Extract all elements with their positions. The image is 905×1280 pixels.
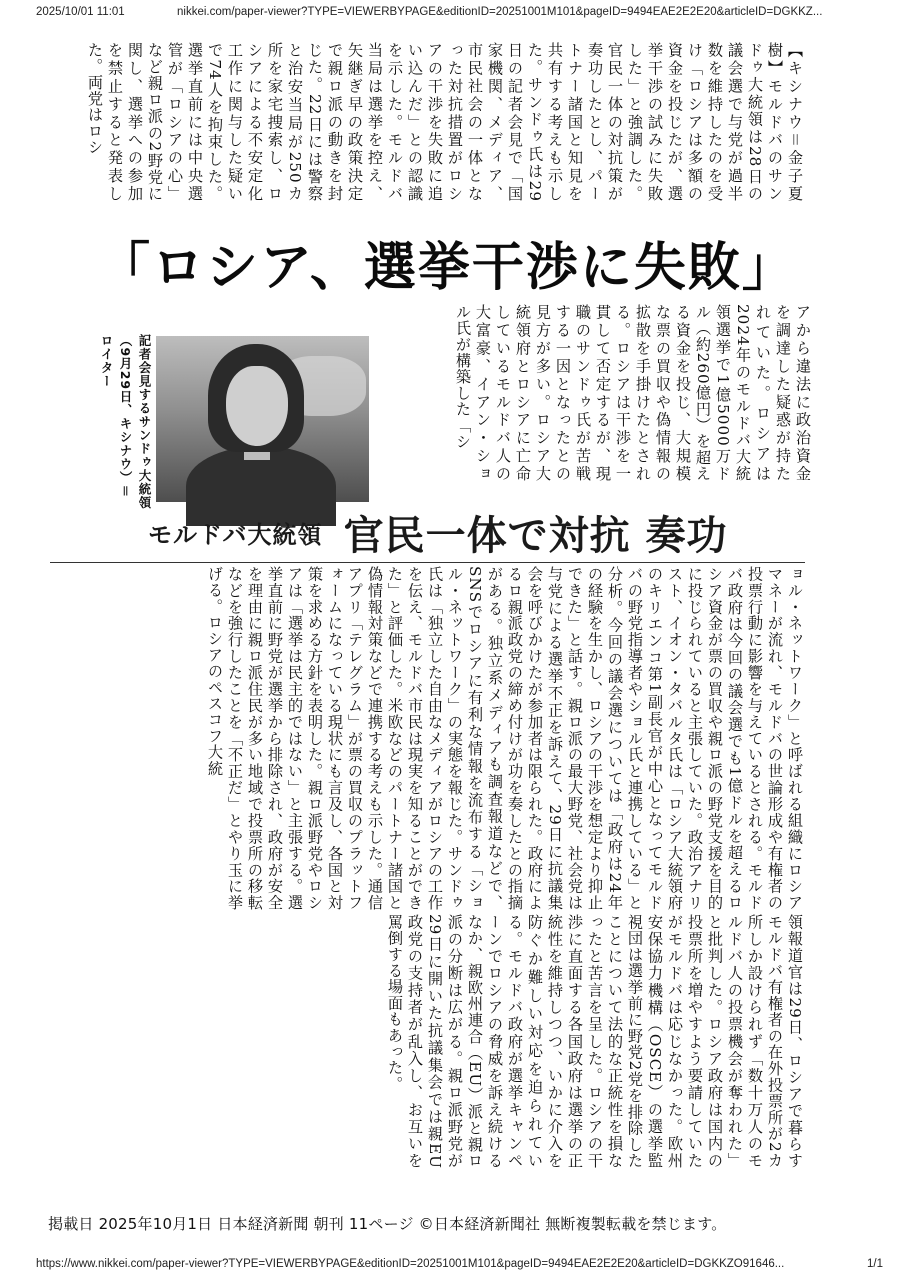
print-footer-url: https://www.nikkei.com/paper-viewer?TYPE=VIEWERBYPAGE&editionID=20251001M101&pageID=9494EAE2E2E20&articleID=DGKKZO91646... (36, 1258, 785, 1270)
sandu-press-photo (156, 336, 369, 502)
print-footer (0, 1254, 905, 1280)
subheadline-title: 官民一体で対抗 奏功 (343, 513, 728, 559)
photo-caption: 記者会見するサンドゥ大統領（9月29日、キシナウ）＝ロイター (99, 334, 152, 510)
print-header-url: nikkei.com/paper-viewer?TYPE=VIEWERBYPAGE&editionID=20251001M101&pageID=9494EAE2E2E20&articleID=DGKKZ... (177, 6, 823, 18)
article-body-block-1: 【キシナウ＝金子夏樹】モルドバのサンドゥ大統領は28日の議会選で与党が過半数を維持したのを受け「ロシアは多額の資金を投じたが、選挙干渉の試みに失敗した」と強調した。官民一体の対抗策が奏功したとし、パートナー諸国と知見を共有する考えも示した。サンドゥ氏は29日の記者会見で「国家機関、メディア、市民社会の一体となった対抗措置がロシアの干渉を失敗に追い込んだ」との認識を示した。モルドバ当局は選挙を控え、矢継ぎ早の政策決定で親ロ派の動きを封じた。22日には警察と治安当局が250カ所を家宅捜索し、ロシアによる不安定化工作に関与した疑いで74人を拘束した。選挙直前には中央選管が「ロシアの心」など親ロ派の2野党に関し、選挙への参加を禁止すると発表した。両党はロシ (86, 42, 804, 202)
article-body-block-4: 領報道官は29日、ロシアで暮らすモルドバ有権者の在外投票所が2カ所しか設けられず「数十万人のモルドバ人の投票機会が奪われた」と批判した。ロシア政府は国内の投票所を増やすよう要請していたがモルドバは応じなかった。欧州安保協力機構（OSCE）の選挙監視団は選挙前に野党2党を排除したことについて法的な正統性を損なったと苦言を呈した。ロシアの干渉に直面する各国政府は選挙の正統性を維持しつつ、いかに介入を防ぐか難しい対応を迫られている。モルドバ政府が選挙キャンペーンでロシアの脅威を訴え続けるなか、親欧州連合（EU）派と親ロ派の分断は広がる。親ロ派野党が29日に開いた抗議集会では親EU政党の支持者が乱入し、お互いを罵倒する場面もあった。 (386, 914, 804, 1169)
print-timestamp: 2025/10/01 11:01 (36, 6, 125, 18)
newspaper-clipping (38, 36, 812, 1186)
subheadline-label: モルドバ大統領 (148, 521, 323, 549)
article-body-block-2: アから違法に政治資金を調達した疑惑が持たれていた。ロシアは2024年のモルドバ大統領選挙で1億5000万ドル（約260億円）を超える資金を投じ、大規模な票の買収や偽情報の拡散を手掛けたとされる。ロシアは干渉を一貫して否定するが、現職のサンドゥ氏が苦戦する一因となったとの見方が多い。ロシア大統領府とロシアに亡命しているモルドバ人の大富豪、イアン・ショル氏が構築した「シ (454, 304, 812, 482)
print-header (0, 0, 905, 26)
publication-credit: 掲載日 2025年10月1日 日本経済新聞 朝刊 11ページ ©日本経済新聞社 無断複製転載を禁じます。 (48, 1215, 727, 1233)
article-body-block-3: ョル・ネットワーク」と呼ばれる組織にロシアマネーが流れ、モルドバの世論形成や有権者の投票行動に影響を与えているとされる。モルドバ政府は今回の議会選でも1億ドルを超えるロシア資金が票の買収や親ロ派の野党支援を目的に投じられていると主張していた。政治アナリスト、イオン・タバルタ氏は「ロシア大統領府のキリエンコ第1副長官が中心となってモルドバの野党指導者やショル氏と連携している」と分析。今回の議会選については「政府は24年の経験を生かし、ロシアの干渉を想定より抑止できた」と話す。親ロ派の最大野党、社会党は与党による選挙不正を訴えて、29日に抗議集会を呼びかけたが参加者は限られた。政府によるロ親派政党の締め付けが功を奏したとの指摘がある。独立系メディアも調査報道などで、SNSでロシアに有利な情報を流布する「ショル・ネットワーク」の実態を報じた。サンドゥ氏は「独立した自由なメディアがロシアの工作を伝え、モルドバ市民は現実を知ることができた」と評価した。米欧などのパートナー諸国と偽情報対策などで連携する考えも示した。通信アプリ「テレグラム」が票の買収のプラットフォームになっている現状にも言及し、各国と対策を求める方針を表明した。親ロ派野党やロシアは「選挙は民主的ではない」と主張する。選挙直前に野党が選挙から排除され、政府が安全を理由に親ロ派住民が多い地域で投票所の移転などを強行したことを「不正だ」とやり玉に挙げる。ロシアのペスコフ大統 (206, 566, 804, 911)
article-subheadline (148, 504, 748, 562)
article-headline: 「ロシア、選挙干渉に失敗」 (98, 237, 796, 298)
page-number: 1/1 (867, 1258, 883, 1270)
section-divider (50, 562, 805, 563)
